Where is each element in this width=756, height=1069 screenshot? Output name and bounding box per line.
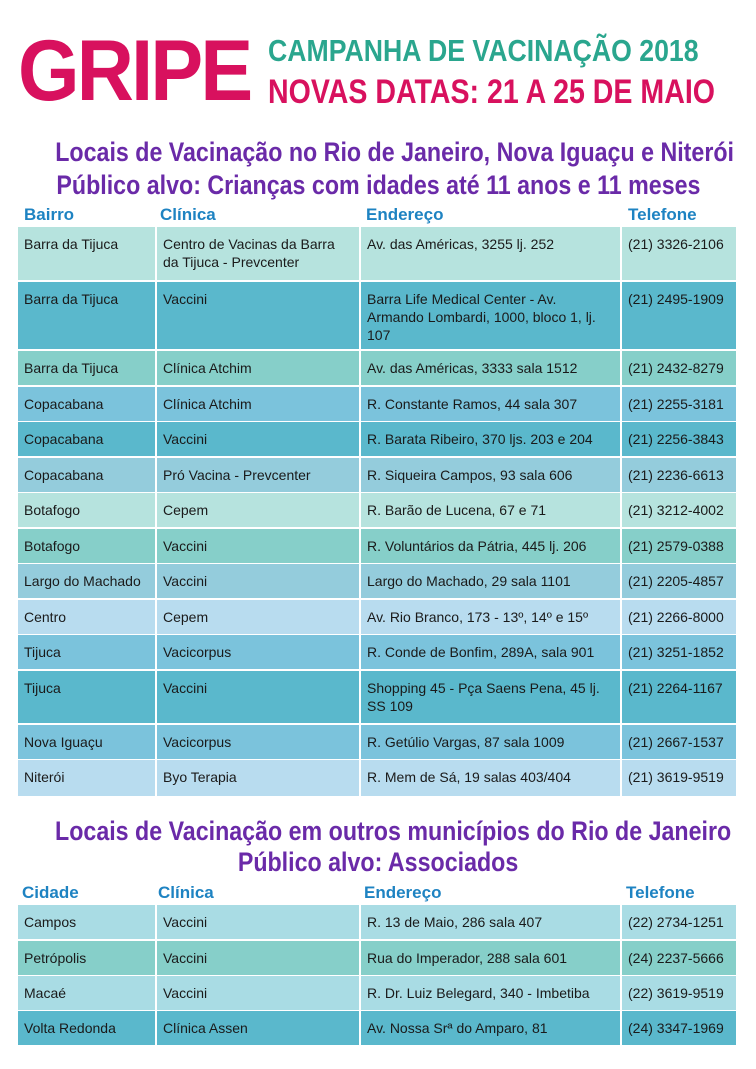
section2-title-text: Locais de Vacinação em outros municípios do Rio de Janeiro xyxy=(55,816,732,846)
section1-subtitle-text: Público alvo: Crianças com idades até 11 anos e 11 meses xyxy=(55,170,701,200)
cell-location: Nova Iguaçu xyxy=(18,725,155,759)
cell-clinic: Vaccini xyxy=(157,529,359,563)
cell-clinic: Clínica Assen xyxy=(157,1011,359,1045)
cell-location: Largo do Machado xyxy=(18,564,155,598)
cell-location: Copacabana xyxy=(18,387,155,421)
cell-address: Largo do Machado, 29 sala 1101 xyxy=(361,564,620,598)
cell-address: R. Barão de Lucena, 67 e 71 xyxy=(361,493,620,527)
cell-phone: (21) 2432-8279 xyxy=(622,351,736,385)
section1-subtitle xyxy=(0,170,756,200)
cell-phone: (21) 3251-1852 xyxy=(622,635,736,669)
cell-clinic: Clínica Atchim xyxy=(157,387,359,421)
cell-phone: (22) 3619-9519 xyxy=(622,976,736,1010)
cell-address: Rua do Imperador, 288 sala 601 xyxy=(361,941,620,975)
cell-location: Petrópolis xyxy=(18,941,155,975)
cell-clinic: Cepem xyxy=(157,493,359,527)
cell-phone: (24) 3347-1969 xyxy=(622,1011,736,1045)
table-row xyxy=(18,976,736,1010)
table-row xyxy=(18,422,736,456)
cell-address: Av. das Américas, 3255 lj. 252 xyxy=(361,227,620,280)
cell-clinic: Cepem xyxy=(157,600,359,634)
cell-address: R. Voluntários da Pátria, 445 lj. 206 xyxy=(361,529,620,563)
cell-address: Av. Nossa Srª do Amparo, 81 xyxy=(361,1011,620,1045)
cell-address: R. Barata Ribeiro, 370 ljs. 203 e 204 xyxy=(361,422,620,456)
cell-phone: (21) 2667-1537 xyxy=(622,725,736,759)
table-row xyxy=(18,529,736,563)
campaign-title: CAMPANHA DE VACINAÇÃO 2018 xyxy=(268,33,699,68)
cell-phone: (21) 2266-8000 xyxy=(622,600,736,634)
section1-title-text: Locais de Vacinação no Rio de Janeiro, Nova Iguaçu e Niterói xyxy=(55,137,735,167)
cell-address: Barra Life Medical Center - Av. Armando Lombardi, 1000, bloco 1, lj. 107 xyxy=(361,282,620,349)
cell-address: R. Mem de Sá, 19 salas 403/404 xyxy=(361,760,620,796)
cell-phone: (21) 2255-3181 xyxy=(622,387,736,421)
cell-clinic: Vaccini xyxy=(157,671,359,723)
cell-location: Barra da Tijuca xyxy=(18,227,155,280)
cell-address: Av. das Américas, 3333 sala 1512 xyxy=(361,351,620,385)
cell-location: Volta Redonda xyxy=(18,1011,155,1045)
cell-address: R. Siqueira Campos, 93 sala 606 xyxy=(361,458,620,492)
cell-location: Copacabana xyxy=(18,458,155,492)
s2-header-cidade: Cidade xyxy=(22,883,79,902)
table-row xyxy=(18,671,736,723)
table-row xyxy=(18,282,736,349)
table-row xyxy=(18,458,736,492)
table-row xyxy=(18,760,736,796)
section1-title xyxy=(0,137,756,167)
cell-clinic: Vaccini xyxy=(157,976,359,1010)
cell-phone: (21) 2495-1909 xyxy=(622,282,736,349)
cell-clinic: Centro de Vacinas da Barra da Tijuca - Prevcenter xyxy=(157,227,359,280)
table-row xyxy=(18,905,736,939)
cell-address: Shopping 45 - Pça Saens Pena, 45 lj. SS 109 xyxy=(361,671,620,723)
cell-address: R. Conde de Bonfim, 289A, sala 901 xyxy=(361,635,620,669)
cell-clinic: Vaccini xyxy=(157,941,359,975)
cell-address: R. Dr. Luiz Belegard, 340 - Imbetiba xyxy=(361,976,620,1010)
table-row xyxy=(18,600,736,634)
cell-clinic: Vacicorpus xyxy=(157,725,359,759)
cell-location: Barra da Tijuca xyxy=(18,351,155,385)
cell-clinic: Vaccini xyxy=(157,422,359,456)
cell-location: Barra da Tijuca xyxy=(18,282,155,349)
gripe-title: GRIPE xyxy=(18,23,251,119)
cell-clinic: Vaccini xyxy=(157,905,359,939)
section2-subtitle-text: Público alvo: Associados xyxy=(237,847,519,877)
cell-phone: (22) 2734-1251 xyxy=(622,905,736,939)
cell-location: Botafogo xyxy=(18,493,155,527)
cell-phone: (21) 2256-3843 xyxy=(622,422,736,456)
cell-location: Botafogo xyxy=(18,529,155,563)
cell-clinic: Byo Terapia xyxy=(157,760,359,796)
table-row xyxy=(18,1011,736,1045)
s2-header-endereco: Endereço xyxy=(364,883,442,902)
cell-clinic: Pró Vacina - Prevcenter xyxy=(157,458,359,492)
cell-location: Niterói xyxy=(18,760,155,796)
cell-phone: (21) 2205-4857 xyxy=(622,564,736,598)
table-row xyxy=(18,941,736,975)
cell-address: R. Getúlio Vargas, 87 sala 1009 xyxy=(361,725,620,759)
cell-phone: (21) 3326-2106 xyxy=(622,227,736,280)
cell-location: Centro xyxy=(18,600,155,634)
cell-phone: (21) 3212-4002 xyxy=(622,493,736,527)
table-row xyxy=(18,387,736,421)
cell-phone: (21) 2236-6613 xyxy=(622,458,736,492)
cell-clinic: Clínica Atchim xyxy=(157,351,359,385)
new-dates-title: NOVAS DATAS: 21 A 25 DE MAIO xyxy=(268,73,715,111)
cell-phone: (21) 3619-9519 xyxy=(622,760,736,796)
s1-header-clinica: Clínica xyxy=(160,205,216,224)
cell-address: Av. Rio Branco, 173 - 13º, 14º e 15º xyxy=(361,600,620,634)
cell-address: R. 13 de Maio, 286 sala 407 xyxy=(361,905,620,939)
cell-phone: (24) 2237-5666 xyxy=(622,941,736,975)
s2-header-clinica: Clínica xyxy=(158,883,214,902)
header xyxy=(0,0,756,125)
table-row xyxy=(18,493,736,527)
s1-header-endereco: Endereço xyxy=(366,205,444,224)
cell-location: Copacabana xyxy=(18,422,155,456)
table-row xyxy=(18,725,736,759)
cell-phone: (21) 2579-0388 xyxy=(622,529,736,563)
cell-location: Campos xyxy=(18,905,155,939)
cell-location: Macaé xyxy=(18,976,155,1010)
cell-location: Tijuca xyxy=(18,671,155,723)
table-row xyxy=(18,351,736,385)
cell-phone: (21) 2264-1167 xyxy=(622,671,736,723)
table-row xyxy=(18,635,736,669)
s1-header-telefone: Telefone xyxy=(628,205,697,224)
cell-location: Tijuca xyxy=(18,635,155,669)
s1-header-bairro: Bairro xyxy=(24,205,75,224)
section2-title xyxy=(0,816,756,846)
table-row xyxy=(18,227,736,280)
table-row xyxy=(18,564,736,598)
section2-subtitle xyxy=(0,847,756,877)
cell-address: R. Constante Ramos, 44 sala 307 xyxy=(361,387,620,421)
cell-clinic: Vaccini xyxy=(157,282,359,349)
cell-clinic: Vacicorpus xyxy=(157,635,359,669)
cell-clinic: Vaccini xyxy=(157,564,359,598)
s2-header-telefone: Telefone xyxy=(626,883,695,902)
